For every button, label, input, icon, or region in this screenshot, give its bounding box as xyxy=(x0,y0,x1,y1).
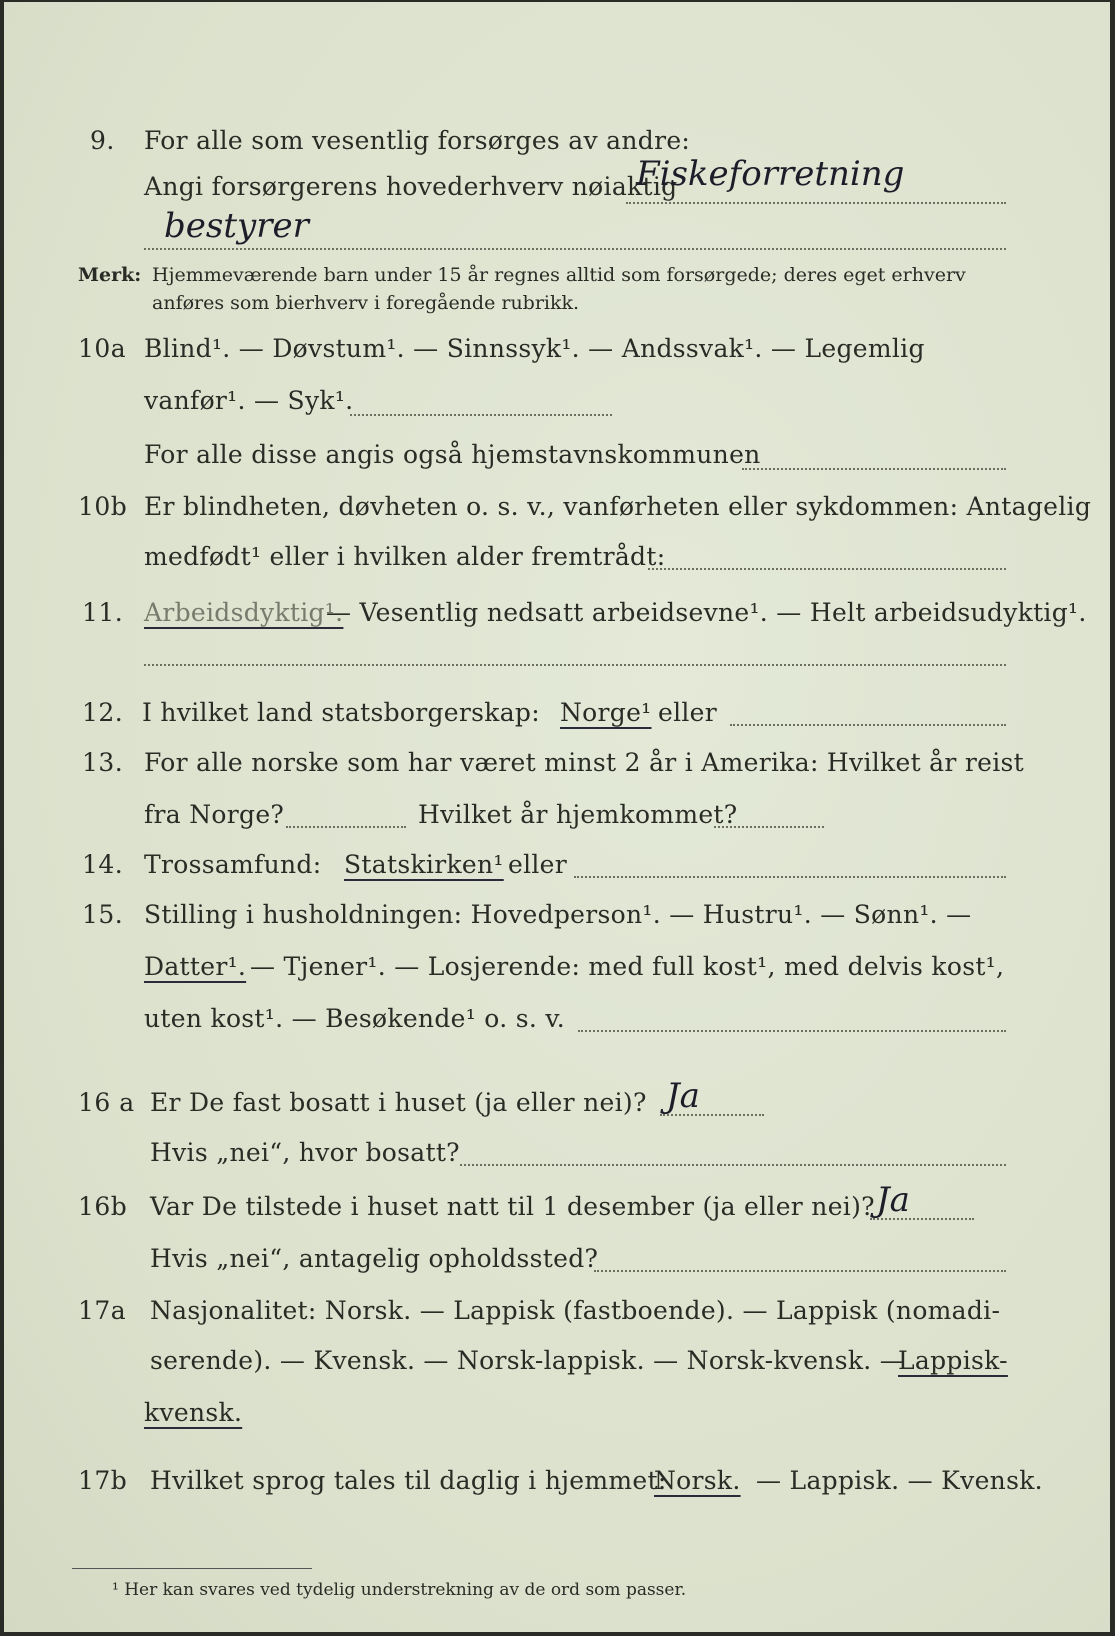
q11-option-arbeidsdyktig: Arbeidsdyktig¹. xyxy=(144,598,344,627)
q17a-number: 17a xyxy=(78,1296,127,1325)
q14-rest: eller xyxy=(508,850,568,879)
q17b-option-norsk: Norsk. xyxy=(654,1466,741,1495)
q16a-bosatt-line xyxy=(460,1164,1006,1166)
q17a-option-lappisk-part2: kvensk. xyxy=(144,1398,243,1427)
q12-text: I hvilket land statsborgerskap: xyxy=(142,698,540,727)
q9-line2: Angi forsørgerens hovederhverv nøiaktig xyxy=(144,172,678,201)
q10a-answer-line xyxy=(350,414,612,416)
q9-answer-line2 xyxy=(144,248,1006,250)
q12-option-norge: Norge¹ xyxy=(560,698,652,727)
q13-line2a: fra Norge? xyxy=(144,800,285,829)
q17a-line2: serende). — Kvensk. — Norsk-lappisk. — Norsk-kvensk. — xyxy=(150,1346,906,1375)
q10b-answer-line xyxy=(648,568,1006,570)
q12-rest: eller xyxy=(658,698,718,727)
q15-answer-line xyxy=(578,1030,1006,1032)
q15-number: 15. xyxy=(82,900,124,929)
q9-number: 9. xyxy=(90,126,115,155)
q16a-line1: Er De fast bosatt i huset (ja eller nei)? xyxy=(150,1088,647,1117)
q13-line1: For alle norske som har været minst 2 år i Amerika: Hvilket år reist xyxy=(144,748,1025,777)
q16a-answer-line xyxy=(660,1114,764,1116)
q10a-line2: vanfør¹. — Syk¹. xyxy=(144,386,354,415)
q10a-hjemstavn-line xyxy=(742,468,1006,470)
q16b-opholdssted-line xyxy=(594,1270,1006,1272)
q14-option-statskirken: Statskirken¹ xyxy=(344,850,504,879)
q11-answer-line xyxy=(144,664,1006,666)
q15-line2rest: — Tjener¹. — Losjerende: med full kost¹, med delvis kost¹, xyxy=(250,952,1005,981)
q14-number: 14. xyxy=(82,850,124,879)
q12-answer-line xyxy=(730,724,1006,726)
q17a-line1: Nasjonalitet: Norsk. — Lappisk (fastboende). — Lappisk (nomadi- xyxy=(150,1296,1001,1325)
q15-option-datter: Datter¹. xyxy=(144,952,247,981)
q17b-number: 17b xyxy=(78,1466,128,1495)
q14-text: Trossamfund: xyxy=(144,850,322,879)
q10a-line3: For alle disse angis også hjemstavnskommunen xyxy=(144,440,761,469)
q14-answer-line xyxy=(574,876,1006,878)
q11-rest: — Vesentlig nedsatt arbeidsevne¹. — Helt arbeidsudyktig¹. xyxy=(326,598,1087,627)
merk-line1: Hjemmeværende barn under 15 år regnes alltid som forsørgede; deres eget erhverv xyxy=(152,264,966,286)
q13-hjemkommet-line xyxy=(714,826,824,828)
footnote: ¹ Her kan svares ved tydelig understrekning av de ord som passer. xyxy=(112,1580,687,1600)
merk-label: Merk: xyxy=(78,264,142,286)
q16b-line1: Var De tilstede i huset natt til 1 desember (ja eller nei)? xyxy=(150,1192,875,1221)
q17b-rest: — Lappisk. — Kvensk. xyxy=(756,1466,1043,1495)
census-form-page xyxy=(4,2,1110,1632)
q10b-number: 10b xyxy=(78,492,128,521)
q13-number: 13. xyxy=(82,748,124,777)
q10b-line1: Er blindheten, døvheten o. s. v., vanførheten eller sykdommen: Antagelig xyxy=(144,492,1092,521)
q9-handwritten-answer1: Fiskeforretning xyxy=(636,154,905,194)
q15-line3: uten kost¹. — Besøkende¹ o. s. v. xyxy=(144,1004,566,1033)
footnote-rule xyxy=(72,1568,312,1569)
q16b-answer-line xyxy=(870,1218,974,1220)
q10b-line2: medfødt¹ eller i hvilken alder fremtrådt: xyxy=(144,542,666,571)
q10a-number: 10a xyxy=(78,334,127,363)
q9-line1: For alle som vesentlig forsørges av andre: xyxy=(144,126,691,155)
q16a-number: 16 a xyxy=(78,1088,135,1117)
q17a-option-lappisk-part1: Lappisk- xyxy=(898,1346,1008,1375)
q11-number: 11. xyxy=(82,598,124,627)
q16b-number: 16b xyxy=(78,1192,128,1221)
q16b-handwritten-answer: Ja xyxy=(876,1180,910,1220)
q12-number: 12. xyxy=(82,698,124,727)
q16b-line2: Hvis „nei“, antagelig opholdssted? xyxy=(150,1244,599,1273)
q9-handwritten-answer2: bestyrer xyxy=(164,206,309,246)
q17b-line1: Hvilket sprog tales til daglig i hjemmet: xyxy=(150,1466,667,1495)
q10a-line1: Blind¹. — Døvstum¹. — Sinnssyk¹. — Andssvak¹. — Legemlig xyxy=(144,334,925,363)
q13-reist-line xyxy=(286,826,406,828)
merk-line2: anføres som bierhverv i foregående rubrikk. xyxy=(152,292,580,314)
q13-line2b: Hvilket år hjemkommet? xyxy=(418,800,738,829)
q16a-line2: Hvis „nei“, hvor bosatt? xyxy=(150,1138,460,1167)
q15-line1: Stilling i husholdningen: Hovedperson¹. — Hustru¹. — Sønn¹. — xyxy=(144,900,972,929)
q9-answer-line xyxy=(626,202,1006,204)
q16a-handwritten-answer: Ja xyxy=(666,1076,700,1116)
